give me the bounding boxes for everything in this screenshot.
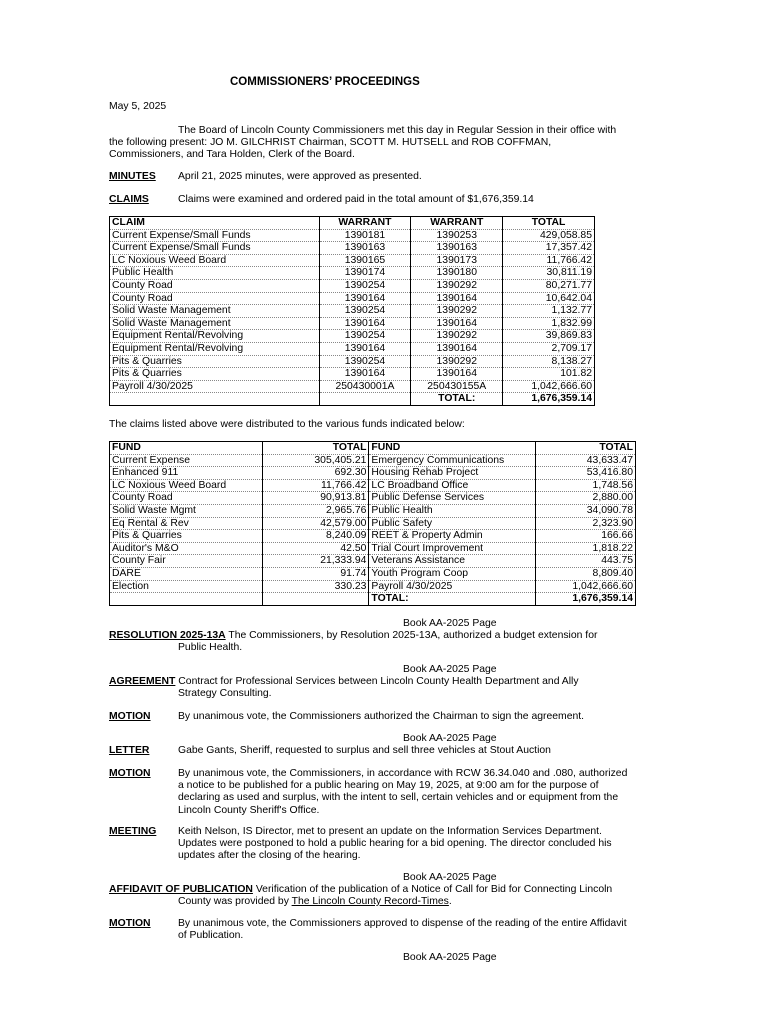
table-cell: Solid Waste Mgmt <box>110 504 263 517</box>
table-cell: 443.75 <box>536 555 636 568</box>
table-row <box>110 492 636 505</box>
affidavit-label: AFFIDAVIT OF PUBLICATION <box>109 884 253 895</box>
table-cell: 1390253 <box>411 229 503 242</box>
motion-line: By unanimous vote, the Commissioners, in accordance with RCW 36.34.040 and .080, authorized <box>178 768 628 779</box>
affidavit-entry <box>109 884 684 896</box>
table-cell: 1390254 <box>319 305 411 318</box>
table-cell: 1390164 <box>411 368 503 381</box>
table-cell: Public Defense Services <box>369 492 536 505</box>
funds-intro: The claims listed above were distributed to the various funds indicated below: <box>109 419 465 430</box>
table-row <box>110 555 636 568</box>
table-cell: 305,405.21 <box>262 454 369 467</box>
table-cell: 8,138.27 <box>503 355 595 368</box>
meeting-line: updates after the closing of the hearing. <box>178 850 361 862</box>
table-cell: 429,058.85 <box>503 229 595 242</box>
table-cell <box>319 393 411 406</box>
motion-label: MOTION <box>109 768 151 779</box>
table-cell: County Road <box>110 279 320 292</box>
table-cell: 1390254 <box>319 330 411 343</box>
total-label: TOTAL: <box>369 593 536 606</box>
table-cell: 2,323.90 <box>536 517 636 530</box>
column-header: TOTAL <box>503 217 595 230</box>
resolution-text: The Commissioners, by Resolution 2025-13A, authorized a budget extension for <box>228 630 598 641</box>
table-cell: Equipment Rental/Revolving <box>110 342 320 355</box>
table-cell: 11,766.42 <box>262 479 369 492</box>
motion-line: By unanimous vote, the Commissioners approved to dispense of the reading of the entire Affidavit <box>178 918 627 929</box>
letter-text: Gabe Gants, Sheriff, requested to surplus and sell three vehicles at Stout Auction <box>178 745 551 756</box>
table-cell: Pits & Quarries <box>110 355 320 368</box>
table-cell: Current Expense/Small Funds <box>110 229 320 242</box>
affidavit-text-cont <box>178 896 688 908</box>
intro-line: Commissioners, and Tara Holden, Clerk of the Board. <box>109 149 355 161</box>
table-cell: Veterans Assistance <box>369 555 536 568</box>
table-cell: 1390164 <box>319 292 411 305</box>
agreement-entry <box>109 676 684 688</box>
table-row <box>110 355 595 368</box>
motion-line: a notice to be published for a public hearing on May 19, 2025, at 9:00 am for the purpose of <box>178 780 599 792</box>
table-cell: 1390174 <box>319 267 411 280</box>
table-row <box>110 530 636 543</box>
table-cell: 2,880.00 <box>536 492 636 505</box>
motion-text: By unanimous vote, the Commissioners authorized the Chairman to sign the agreement. <box>178 711 585 722</box>
table-cell: Payroll 4/30/2025 <box>110 380 320 393</box>
table-cell: 1390254 <box>319 279 411 292</box>
table-cell: Trial Court Improvement <box>369 542 536 555</box>
table-cell: Public Safety <box>369 517 536 530</box>
table-cell: 1,132.77 <box>503 305 595 318</box>
table-cell: 1390163 <box>319 242 411 255</box>
table-header-row <box>110 442 636 455</box>
table-cell: 91.74 <box>262 567 369 580</box>
meeting-date: May 5, 2025 <box>109 101 167 112</box>
intro-paragraph <box>109 125 684 162</box>
intro-line: The Board of Lincoln County Commissioners met this day in Regular Session in their office with <box>178 125 617 136</box>
table-cell: County Fair <box>110 555 263 568</box>
table-row <box>110 242 595 255</box>
page-title: COMMISSIONERS’ PROCEEDINGS <box>230 76 420 88</box>
table-cell <box>110 393 320 406</box>
table-cell: 1390292 <box>411 279 503 292</box>
table-row <box>110 542 636 555</box>
table-cell: 42,579.00 <box>262 517 369 530</box>
resolution-entry <box>109 630 684 642</box>
table-cell: 1390173 <box>411 254 503 267</box>
book-page-ref: Book AA-2025 Page <box>403 872 497 883</box>
resolution-label: RESOLUTION 2025-13A <box>109 630 226 641</box>
total-value: 1,676,359.14 <box>536 593 636 606</box>
table-row <box>110 317 595 330</box>
column-header: TOTAL <box>536 442 636 455</box>
table-cell: Payroll 4/30/2025 <box>369 580 536 593</box>
meeting-line: Updates were postponed to hold a public hearing for a bid opening. The director concluded his <box>178 838 612 850</box>
affidavit-text-part: County was provided by <box>178 896 292 907</box>
table-cell: 1390164 <box>319 317 411 330</box>
funds-total-row <box>110 593 636 606</box>
table-cell: Pits & Quarries <box>110 530 263 543</box>
minutes-label: MINUTES <box>109 171 156 182</box>
table-cell: Solid Waste Management <box>110 317 320 330</box>
table-cell: 1390180 <box>411 267 503 280</box>
table-cell: Equipment Rental/Revolving <box>110 330 320 343</box>
table-cell: 166.66 <box>536 530 636 543</box>
table-row <box>110 580 636 593</box>
table-cell: 2,709.17 <box>503 342 595 355</box>
table-cell: LC Noxious Weed Board <box>110 479 263 492</box>
motion-line: declaring as used and surplus, with the intent to sell, certain vehicles and or equipment from the <box>178 792 619 804</box>
table-cell: Election <box>110 580 263 593</box>
table-cell: 1390164 <box>319 368 411 381</box>
column-header: WARRANT <box>319 217 411 230</box>
table-cell: 1390165 <box>319 254 411 267</box>
table-row <box>110 229 595 242</box>
table-row <box>110 380 595 393</box>
table-cell: 30,811.19 <box>503 267 595 280</box>
table-row <box>110 292 595 305</box>
table-cell: 1390164 <box>411 342 503 355</box>
affidavit-text-part: . <box>448 896 452 907</box>
book-page-ref: Book AA-2025 Page <box>403 952 497 963</box>
motion-text <box>178 768 688 817</box>
table-cell: 42.50 <box>262 542 369 555</box>
table-cell: Pits & Quarries <box>110 368 320 381</box>
table-cell: Enhanced 911 <box>110 467 263 480</box>
claims-total-row <box>110 393 595 406</box>
table-cell: REET & Property Admin <box>369 530 536 543</box>
table-cell: 80,271.77 <box>503 279 595 292</box>
table-cell: 90,913.81 <box>262 492 369 505</box>
table-cell: 330.23 <box>262 580 369 593</box>
table-cell: 2,965.76 <box>262 504 369 517</box>
table-cell: Public Health <box>110 267 320 280</box>
table-cell: Current Expense/Small Funds <box>110 242 320 255</box>
table-cell: 1,042,666.60 <box>503 380 595 393</box>
table-cell: 1390254 <box>319 355 411 368</box>
table-cell: 101.82 <box>503 368 595 381</box>
claims-label: CLAIMS <box>109 194 149 205</box>
table-cell: 1,832.99 <box>503 317 595 330</box>
table-header-row <box>110 217 595 230</box>
table-cell <box>110 593 263 606</box>
table-cell: County Road <box>110 492 263 505</box>
table-cell <box>262 593 369 606</box>
table-cell: 1390164 <box>319 342 411 355</box>
table-row <box>110 267 595 280</box>
meeting-text <box>178 826 688 863</box>
motion-label: MOTION <box>109 918 151 929</box>
table-row <box>110 368 595 381</box>
table-cell: 8,809.40 <box>536 567 636 580</box>
table-cell: 53,416.80 <box>536 467 636 480</box>
table-cell: 21,333.94 <box>262 555 369 568</box>
table-cell: 1390292 <box>411 355 503 368</box>
table-cell: Public Health <box>369 504 536 517</box>
motion-line: Lincoln County Sheriff's Office. <box>178 804 320 816</box>
column-header: WARRANT <box>411 217 503 230</box>
table-cell: 34,090.78 <box>536 504 636 517</box>
table-cell: 8,240.09 <box>262 530 369 543</box>
minutes-text: April 21, 2025 minutes, were approved as presented. <box>178 171 422 182</box>
table-cell: Housing Rehab Project <box>369 467 536 480</box>
table-cell: 1390164 <box>411 317 503 330</box>
table-cell: 39,869.83 <box>503 330 595 343</box>
column-header: FUND <box>369 442 536 455</box>
meeting-line: Keith Nelson, IS Director, met to present an update on the Information Services Department. <box>178 826 602 837</box>
table-row <box>110 342 595 355</box>
table-row <box>110 254 595 267</box>
agreement-label: AGREEMENT <box>109 676 176 687</box>
table-cell: County Road <box>110 292 320 305</box>
table-cell: Current Expense <box>110 454 263 467</box>
column-header: TOTAL <box>262 442 369 455</box>
table-cell: 250430155A <box>411 380 503 393</box>
table-cell: Solid Waste Management <box>110 305 320 318</box>
funds-table <box>109 441 636 606</box>
table-cell: 692.30 <box>262 467 369 480</box>
newspaper-name: The Lincoln County Record-Times <box>291 896 449 907</box>
book-page-ref: Book AA-2025 Page <box>403 618 497 629</box>
claims-table <box>109 216 595 406</box>
table-cell: 1,042,666.60 <box>536 580 636 593</box>
table-cell: 1390292 <box>411 305 503 318</box>
motion-line: of Publication. <box>178 930 244 942</box>
agreement-text: Contract for Professional Services between Lincoln County Health Department and Ally <box>178 676 579 687</box>
table-cell: DARE <box>110 567 263 580</box>
claims-text: Claims were examined and ordered paid in the total amount of $1,676,359.14 <box>178 194 534 205</box>
affidavit-text: Verification of the publication of a Notice of Call for Bid for Connecting Lincoln <box>255 884 613 895</box>
meeting-label: MEETING <box>109 826 157 837</box>
table-row <box>110 479 636 492</box>
table-cell: 1390163 <box>411 242 503 255</box>
agreement-text-cont: Strategy Consulting. <box>178 688 272 699</box>
table-row <box>110 454 636 467</box>
table-cell: Eq Rental & Rev <box>110 517 263 530</box>
table-cell: 1,748.56 <box>536 479 636 492</box>
column-header: FUND <box>110 442 263 455</box>
table-row <box>110 330 595 343</box>
column-header: CLAIM <box>110 217 320 230</box>
table-cell: 11,766.42 <box>503 254 595 267</box>
table-row <box>110 517 636 530</box>
table-cell: 10,642.04 <box>503 292 595 305</box>
motion-text <box>178 918 688 942</box>
book-page-ref: Book AA-2025 Page <box>403 664 497 675</box>
table-cell: LC Noxious Weed Board <box>110 254 320 267</box>
motion-label: MOTION <box>109 711 151 722</box>
table-row <box>110 504 636 517</box>
table-row <box>110 305 595 318</box>
intro-line: the following present: JO M. GILCHRIST Chairman, SCOTT M. HUTSELL and ROB COFFMAN, <box>109 137 552 149</box>
table-cell: 1390181 <box>319 229 411 242</box>
table-cell: 250430001A <box>319 380 411 393</box>
table-row <box>110 567 636 580</box>
table-cell: Auditor's M&O <box>110 542 263 555</box>
table-cell: 1,818.22 <box>536 542 636 555</box>
table-cell: 17,357.42 <box>503 242 595 255</box>
letter-label: LETTER <box>109 745 150 756</box>
resolution-text-cont: Public Health. <box>178 642 243 653</box>
table-cell: Emergency Communications <box>369 454 536 467</box>
table-row <box>110 279 595 292</box>
book-page-ref: Book AA-2025 Page <box>403 733 497 744</box>
table-cell: 43,633.47 <box>536 454 636 467</box>
table-cell: 1390164 <box>411 292 503 305</box>
table-cell: LC Broadband Office <box>369 479 536 492</box>
table-cell: 1390292 <box>411 330 503 343</box>
total-label: TOTAL: <box>411 393 503 406</box>
total-value: 1,676,359.14 <box>503 393 595 406</box>
table-cell: Youth Program Coop <box>369 567 536 580</box>
table-row <box>110 467 636 480</box>
